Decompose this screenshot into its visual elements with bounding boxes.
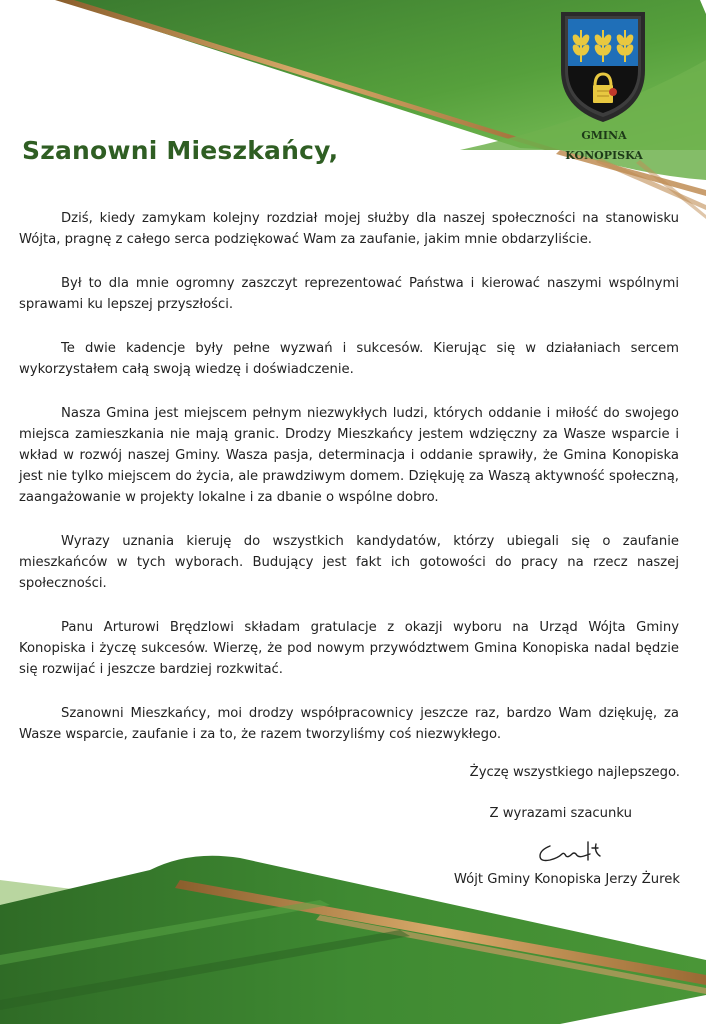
paragraph: Szanowni Mieszkańcy, moi drodzy współpracownicy jeszcze raz, bardzo Wam dziękuję, za Wasze wsparcie, zaufanie i za to, że razem tworzyliśmy coś niezwykłego. [19, 706, 679, 742]
paragraph: Wyrazy uznania kieruję do wszystkich kandydatów, którzy ubiegali się o zaufanie mieszkańców w tych wyborach. Budujący jest fakt ich gotowości do pracy na rzecz naszej społeczności. [19, 534, 679, 591]
crest-caption [548, 126, 660, 166]
paragraph: Panu Arturowi Brędzlowi składam gratulacje z okazji wyboru na Urząd Wójta Gminy Konopiska i życzę sukcesów. Wierzę, że pod nowym przywództwem Gmina Konopiska nadal będzie się rozwijać i jeszcze bardziej rozkwitać. [19, 620, 679, 677]
closing-regards: Z wyrazami szacunku [489, 806, 632, 821]
signature-icon [534, 832, 614, 866]
paragraph: Dziś, kiedy zamykam kolejny rozdział mojej służby dla naszej społeczności na stanowisku Wójta, pragnę z całego serca podziękować Wam za zaufanie, jakim mnie obdarzyliście. [19, 211, 679, 247]
paragraph: Te dwie kadencje były pełne wyzwań i sukcesów. Kierując się w działaniach sercem wykorzystałem całą swoją wiedzę i doświadczenie. [19, 341, 679, 377]
page-title: Szanowni Mieszkańcy, [22, 136, 339, 165]
crest-caption-line1: GMINA [581, 129, 627, 142]
letter-body [19, 208, 679, 745]
signatory-name: Wójt Gminy Konopiska Jerzy Żurek [453, 872, 680, 887]
paragraph: Nasza Gmina jest miejscem pełnym niezwykłych ludzi, których oddanie i miłość do swojego miejsca zamieszkania nie mają granic. Drodzy Mieszkańcy jestem wdzięczny za Wasze wsparcie i wkład w rozwój naszej Gminy. Wasza pasja, determinacja i oddanie sprawiły, że Gmina Konopiska jest nie tylko miejscem do życia, ale prawdziwym domem. Dziękuję za Waszą aktywność społeczną, zaangażowanie w projekty lokalne i za dbanie o wspólne dobro. [19, 406, 679, 505]
coat-of-arms-icon [555, 8, 651, 126]
closing-wishes: Życzę wszystkiego najlepszego. [469, 765, 680, 780]
paragraph: Był to dla mnie ogromny zaszczyt reprezentować Państwa i kierować naszymi wspólnymi sprawami ku lepszej przyszłości. [19, 276, 679, 312]
crest-caption-line2: KONOPISKA [565, 149, 643, 162]
